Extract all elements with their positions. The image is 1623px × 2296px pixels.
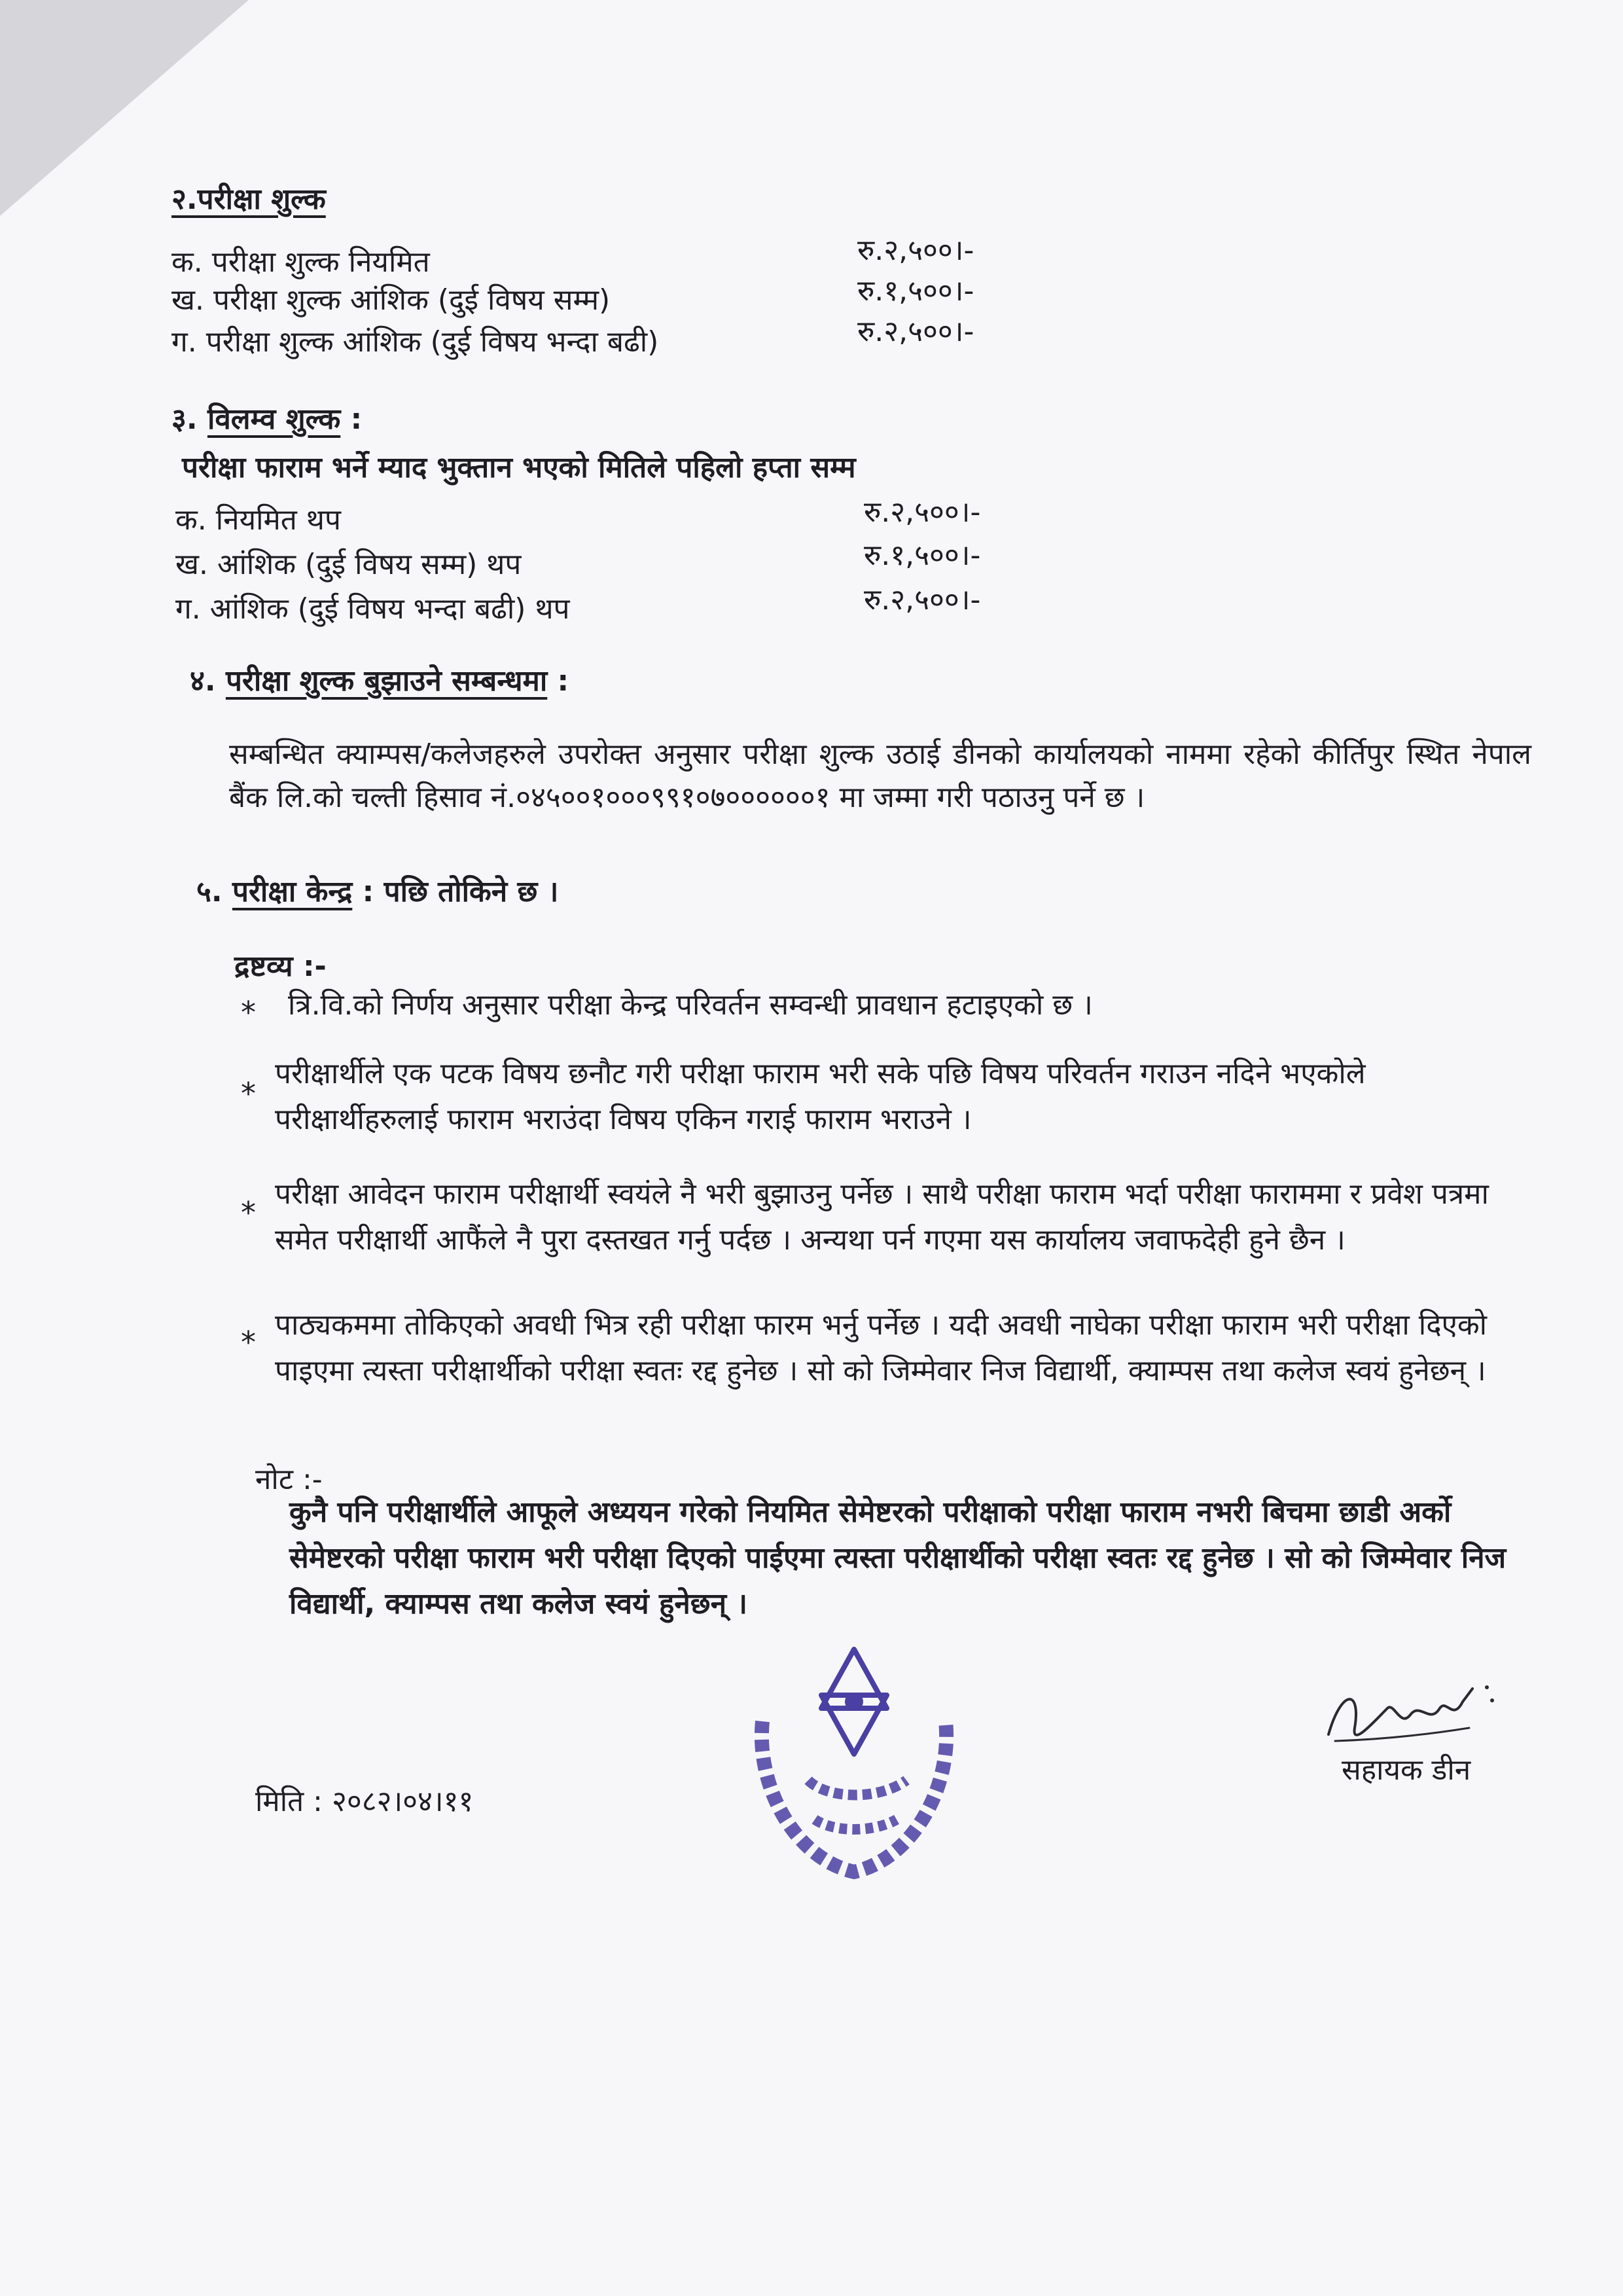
bullet-4: *: [241, 1325, 256, 1360]
section3-colon: :: [350, 403, 363, 436]
section3-amount-2: रु.१,५००।-: [864, 539, 981, 572]
section5-number: ५.: [196, 875, 223, 908]
bullet-1: *: [241, 995, 256, 1030]
notes-heading: द्रष्टव्य :-: [234, 950, 327, 983]
issue-date: मिति : २०८२।०४।११: [255, 1785, 474, 1818]
section4-title: परीक्षा शुल्क बुझाउने सम्बन्धमा: [225, 664, 548, 698]
section3-subheading: परीक्षा फाराम भर्ने म्याद भुक्तान भएको मितिले पहिलो हप्ता सम्म: [182, 451, 856, 484]
official-seal: [717, 1623, 991, 1898]
section3-heading: [171, 398, 362, 437]
section4-number: ४.: [190, 664, 216, 698]
section3-item-2: ख. आंशिक (दुई विषय सम्म) थप: [175, 548, 522, 581]
section2-amount-2: रु.१,५००।-: [857, 274, 974, 308]
section5-rest: : पछि तोकिने छ ।: [362, 875, 559, 908]
section5-heading: [196, 870, 558, 910]
section3-item-3: ग. आंशिक (दुई विषय भन्दा बढी) थप: [175, 592, 570, 626]
section2-amount-1: रु.२,५००।-: [857, 234, 974, 267]
note-heading: नोट :-: [255, 1463, 323, 1496]
section4-heading: [190, 660, 569, 699]
bullet-3: *: [241, 1195, 256, 1230]
section4-colon: :: [557, 664, 569, 698]
section2-amount-3: रु.२,५००।-: [857, 315, 974, 348]
note-item-4: पाठ्यकममा तोकिएको अवधी भित्र रही परीक्षा फारम भर्नु पर्नेछ । यदी अवधी नाघेका परीक्षा फाराम भरी परीक्षा दिएको पाइएमा त्यस्ता परीक्षार्थीको परीक्षा स्वतः रद्द हुनेछ । सो को जिम्मेवार निज विद्यार्थी, क्याम्पस तथा कलेज स्वयं हुनेछन् ।: [275, 1308, 1488, 1388]
note-body: कुनै पनि परीक्षार्थीले आफूले अध्ययन गरेको नियमित सेमेष्टरको परीक्षाको परीक्षा फाराम नभरी बिचमा छाडी अर्को सेमेष्टरको परीक्षा फाराम भरी परीक्षा दिएको पाईएमा त्यस्ता परीक्षार्थीको परीक्षा स्वतः रद्द हुनेछ । सो को जिम्मेवार निज विद्यार्थी, क्याम्पस तथा कलेज स्वयं हुनेछन् ।: [289, 1496, 1507, 1621]
section2-item-3: ग. परीक्षा शुल्क आंशिक (दुई विषय भन्दा बढी): [171, 325, 659, 359]
note-item-1: त्रि.वि.को निर्णय अनुसार परीक्षा केन्द्र परिवर्तन सम्वन्धी प्रावधान हटाइएको छ ।: [288, 988, 1093, 1022]
section2-heading: २.परीक्षा शुल्क: [171, 183, 326, 216]
section2-item-1: क. परीक्षा शुल्क नियमित: [171, 245, 430, 279]
section3-item-1: क. नियमित थप: [175, 503, 341, 537]
section3-number: ३.: [171, 403, 198, 436]
section2-item-2: ख. परीक्षा शुल्क आंशिक (दुई विषय सम्म): [171, 283, 611, 317]
section3-amount-3: रु.२,५००।-: [864, 583, 981, 617]
section3-title: विलम्व शुल्क: [207, 403, 341, 436]
note-item-3: परीक्षा आवेदन फाराम परीक्षार्थी स्वयंले नै भरी बुझाउनु पर्नेछ । साथै परीक्षा फाराम भर्दा परीक्षा फाराममा र प्रवेश पत्रमा समेत परीक्षार्थी आफैंले नै पुरा दस्तखत गर्नु पर्दछ । अन्यथा पर्न गएमा यस कार्यालय जवाफदेही हुने छैन ।: [275, 1177, 1489, 1257]
section5-title: परीक्षा केन्द्र: [232, 875, 353, 908]
note-item-2: परीक्षार्थीले एक पटक विषय छनौट गरी परीक्षा फाराम भरी सके पछि विषय परिवर्तन गराउन नदिने भएकोले परीक्षार्थीहरुलाई फाराम भराउंदा विषय एकिन गराई फाराम भराउने ।: [275, 1057, 1366, 1136]
signatory-title: सहायक डीन: [1342, 1753, 1471, 1787]
section3-amount-1: रु.२,५००।-: [864, 495, 981, 529]
section4-body: सम्बन्धित क्याम्पस/कलेजहरुले उपरोक्त अनुसार परीक्षा शुल्क उठाई डीनको कार्यालयको नाममा रहेको कीर्तिपुर स्थित नेपाल बैंक लि.को चल्ती हिसाव नं.०४५००१०००९९१०७००००००१ मा जम्मा गरी पठाउनु पर्ने छ ।: [229, 738, 1531, 814]
bullet-2: *: [241, 1076, 256, 1111]
signature: [1315, 1662, 1512, 1761]
